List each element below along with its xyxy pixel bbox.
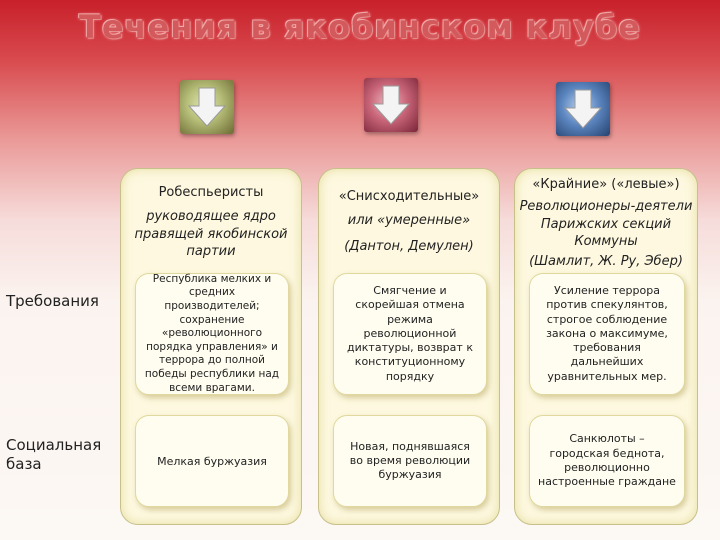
row-label-demands: Требования [6,292,99,310]
column-title: Робеспьеристы [158,185,264,200]
social-base-cell [529,415,685,507]
down-arrow-icon [364,78,418,132]
demands-cell [333,273,487,395]
column-description: или «умеренные» [347,213,471,228]
column-description-names: (Шамлит, Ж. Ру, Эбер) [529,253,683,269]
demands-cell [135,273,289,395]
social-base-text: Санкюлоты – городская беднота, революционно настроенные граждане [538,432,676,489]
column-title: «Снисходительные» [338,189,480,204]
page-title: Течения в якобинском клубе [79,8,641,46]
social-base-text: Новая, поднявшаяся во время революции буржуазия [349,439,471,482]
demands-text: Усиление террора против спекулянтов, строгое соблюдение закона о максимуме, требования дальнейших уравнительных мер. [546,283,668,383]
down-arrow-icon [556,82,610,136]
column-enrages [514,168,698,525]
social-base-cell [333,415,487,507]
row-label-social-base: Социальная база [6,436,102,473]
down-arrow-icon [180,80,234,134]
column-description: Революционеры-деятели Парижских секций Коммуны [519,199,693,250]
column-description: руководящее ядро правящей якобинской партии [134,209,288,260]
column-description-names: (Дантон, Демулен) [344,238,474,254]
demands-text: Республика мелких и средних производителей; сохранение «революционного порядка управления» и террора до полной победы республики над всеми врагами. [144,272,280,394]
column-robespierrists [120,168,302,525]
column-title: «Крайние» («левые») [532,177,680,192]
column-indulgents [318,168,500,525]
column-header [325,189,493,255]
column-header [519,177,693,270]
social-base-text: Мелкая буржуазия [157,454,267,468]
social-base-cell [135,415,289,507]
demands-cell [529,273,685,395]
demands-text: Смягчение и скорейшая отмена режима революционной диктатуры, возврат к конституционному порядку [347,283,473,383]
column-header [127,185,295,261]
